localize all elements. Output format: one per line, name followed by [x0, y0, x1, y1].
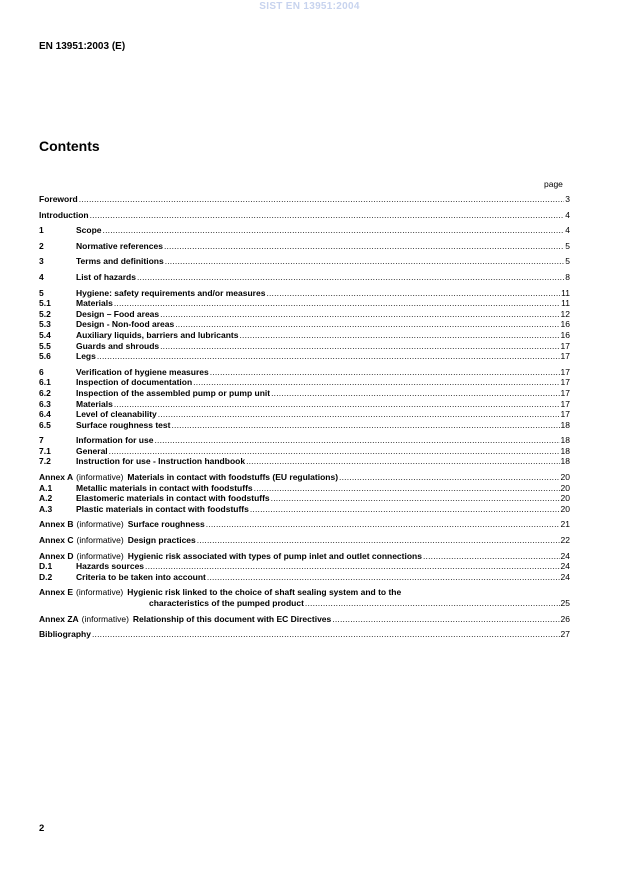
toc-group — [39, 629, 570, 640]
toc-page-number: 4 — [565, 209, 570, 220]
toc-entry[interactable] — [39, 519, 570, 530]
toc-page-number: 12 — [560, 308, 570, 319]
toc-number: 7 — [39, 435, 44, 446]
toc-entry[interactable] — [39, 225, 570, 236]
toc-entry[interactable] — [39, 435, 570, 446]
toc-title: Information for use — [76, 435, 154, 446]
toc-entry[interactable] — [39, 504, 570, 515]
toc-leader-dots — [137, 272, 564, 283]
toc-annex-label: Annex A — [39, 472, 74, 483]
toc-leader-dots — [97, 351, 560, 362]
toc-page-number: 20 — [560, 482, 570, 493]
toc-title: Legs — [76, 351, 96, 362]
toc-entry[interactable] — [39, 572, 570, 583]
toc-leader-dots — [206, 519, 560, 530]
toc-annex-label: Annex D — [39, 550, 74, 561]
toc-title: Foreword — [39, 194, 78, 204]
toc-group — [39, 288, 570, 362]
toc-number: 7.2 — [39, 456, 51, 467]
toc-entry[interactable] — [39, 351, 570, 362]
toc-leader-dots — [171, 420, 559, 431]
toc-number: 6.1 — [39, 377, 51, 388]
toc-number: 6.2 — [39, 387, 51, 398]
toc-page-number: 17 — [560, 366, 570, 377]
toc-group — [39, 535, 570, 546]
toc-group — [39, 225, 570, 236]
toc-leader-dots — [193, 377, 559, 388]
toc-leader-dots — [332, 614, 559, 625]
toc-page-number: 20 — [560, 472, 570, 483]
toc-leader-dots — [271, 493, 560, 504]
toc-entry[interactable] — [39, 614, 570, 625]
toc-title: Introduction — [39, 209, 89, 220]
toc-title: Hygiene: safety requirements and/or measures — [76, 287, 266, 298]
toc-page-number: 18 — [560, 445, 570, 456]
toc-number: 6.4 — [39, 409, 51, 420]
toc-title: Level of cleanability — [76, 409, 157, 420]
toc-group — [39, 210, 570, 221]
toc-leader-dots — [145, 561, 559, 572]
toc-title: Normative references — [76, 240, 163, 251]
toc-title: Design practices — [127, 535, 196, 546]
toc-title: Metallic materials in contact with foodstuffs — [76, 482, 253, 493]
toc-leader-dots — [197, 535, 560, 546]
toc-page-number: 22 — [560, 535, 570, 546]
toc-entry[interactable] — [39, 194, 570, 205]
toc-entry[interactable] — [39, 367, 570, 378]
toc-group — [39, 614, 570, 625]
toc-title: Design – Food areas — [76, 308, 160, 319]
toc-entry[interactable] — [39, 409, 570, 420]
toc-number: 3 — [39, 256, 44, 267]
toc-title: Criteria to be taken into account — [76, 571, 206, 582]
toc-entry[interactable] — [39, 535, 570, 546]
toc-entry[interactable] — [39, 330, 570, 341]
toc-leader-dots — [423, 551, 560, 562]
toc-number: A.1 — [39, 482, 53, 493]
toc-number: 6 — [39, 366, 44, 377]
toc-title: Hygienic risk linked to the choice of shaft sealing system and to the — [127, 587, 402, 598]
toc-leader-dots — [90, 210, 565, 221]
toc-leader-dots — [109, 446, 560, 457]
toc-title: characteristics of the pumped product — [149, 598, 304, 608]
toc-title: Hygienic risk associated with types of pump inlet and outlet connections — [127, 550, 422, 561]
toc-annex-informative: (informative) — [76, 550, 124, 561]
toc-title: List of hazards — [76, 271, 136, 282]
toc-leader-dots — [271, 388, 559, 399]
toc-title: Surface roughness — [127, 519, 205, 530]
toc-entry[interactable] — [39, 587, 570, 598]
toc-leader-dots — [160, 309, 559, 320]
toc-entry[interactable] — [39, 241, 570, 252]
toc-page-number: 3 — [565, 194, 570, 204]
toc-annex-informative: (informative) — [76, 519, 124, 530]
toc-entry[interactable] — [39, 298, 570, 309]
toc-annex-informative: (informative) — [76, 535, 124, 546]
toc-number: 2 — [39, 240, 44, 251]
toc-leader-dots — [158, 409, 560, 420]
toc-group — [39, 256, 570, 267]
toc-number: 5.1 — [39, 298, 51, 309]
toc-leader-dots — [210, 367, 560, 378]
toc-leader-dots — [305, 598, 560, 609]
contents-heading: Contents — [39, 138, 100, 154]
toc-entry[interactable] — [39, 420, 570, 431]
toc-page-number: 25 — [560, 598, 570, 608]
toc-entry[interactable] — [39, 210, 570, 221]
toc-entry[interactable] — [39, 288, 570, 299]
toc-annex-label: Annex B — [39, 519, 74, 530]
toc-annex-informative: (informative) — [81, 613, 129, 624]
toc-number: 5.3 — [39, 319, 51, 330]
watermark: SIST EN 13951:2004 — [259, 1, 360, 12]
toc-page-number: 16 — [560, 319, 570, 330]
toc-number: 5.4 — [39, 329, 51, 340]
toc-entry[interactable] — [39, 377, 570, 388]
toc-number: D.2 — [39, 571, 53, 582]
toc-entry[interactable] — [39, 629, 570, 640]
table-of-contents — [39, 194, 570, 645]
toc-title: Guards and shrouds — [76, 340, 160, 351]
toc-group — [39, 194, 570, 205]
toc-title: Elastomeric materials in contact with foodstuffs — [76, 493, 270, 504]
toc-number: A.3 — [39, 503, 53, 514]
toc-number: 5.5 — [39, 340, 51, 351]
toc-title: Materials in contact with foodstuffs (EU regulations) — [127, 472, 339, 483]
toc-leader-dots — [175, 319, 559, 330]
document-id: EN 13951:2003 (E) — [39, 41, 126, 52]
toc-page-number: 4 — [565, 225, 570, 236]
toc-page-number: 17 — [560, 409, 570, 420]
toc-title: Relationship of this document with EC Directives — [132, 613, 332, 624]
toc-leader-dots — [164, 241, 564, 252]
toc-leader-dots — [114, 399, 560, 410]
toc-page-number: 17 — [560, 351, 570, 362]
toc-leader-dots — [114, 298, 560, 309]
toc-annex-label: Annex ZA — [39, 613, 79, 624]
toc-entry[interactable] — [39, 561, 570, 572]
toc-entry[interactable] — [39, 493, 570, 504]
toc-annex-informative: (informative) — [76, 472, 124, 483]
toc-leader-dots — [339, 472, 560, 483]
toc-title: Auxiliary liquids, barriers and lubricants — [76, 329, 239, 340]
toc-number: 6.5 — [39, 419, 51, 430]
toc-leader-dots — [207, 572, 560, 583]
toc-title: Surface roughness test — [76, 419, 171, 430]
toc-title: Materials — [76, 398, 113, 409]
toc-leader-dots — [240, 330, 560, 341]
toc-entry[interactable] — [39, 388, 570, 399]
toc-leader-dots — [246, 456, 559, 467]
toc-page-number: 24 — [560, 550, 570, 561]
toc-leader-dots — [92, 629, 560, 640]
toc-title: Inspection of the assembled pump or pump unit — [76, 387, 271, 398]
toc-annex-label: Annex C — [39, 535, 74, 546]
toc-annex-informative: (informative) — [76, 587, 124, 598]
toc-leader-dots — [165, 256, 565, 267]
page-column-label: page — [544, 179, 563, 189]
toc-entry[interactable] — [39, 319, 570, 330]
toc-page-number: 11 — [561, 298, 570, 309]
toc-page-number: 18 — [560, 456, 570, 467]
toc-number: 4 — [39, 271, 44, 282]
footer-page-number: 2 — [39, 823, 45, 834]
toc-page-number: 17 — [560, 377, 570, 388]
toc-page-number: 26 — [560, 613, 570, 624]
toc-entry[interactable] — [39, 446, 570, 457]
toc-page-number: 24 — [560, 561, 570, 572]
toc-group — [39, 519, 570, 530]
toc-entry[interactable] — [39, 341, 570, 352]
toc-title: Instruction for use - Instruction handbook — [76, 456, 246, 467]
toc-number: A.2 — [39, 493, 53, 504]
toc-number: 5 — [39, 287, 44, 298]
toc-entry[interactable] — [39, 483, 570, 494]
toc-title: Inspection of documentation — [76, 377, 193, 388]
toc-title: Terms and definitions — [76, 256, 164, 267]
toc-title: Bibliography — [39, 629, 91, 640]
toc-page-number: 5 — [565, 256, 570, 267]
toc-number: 1 — [39, 225, 44, 236]
toc-page-number: 17 — [560, 340, 570, 351]
toc-title: General — [76, 445, 108, 456]
toc-page-number: 5 — [565, 240, 570, 251]
toc-number: 6.3 — [39, 398, 51, 409]
toc-page-number: 18 — [560, 435, 570, 446]
toc-group — [39, 241, 570, 252]
toc-group — [39, 551, 570, 583]
toc-title: Scope — [76, 225, 102, 236]
toc-group — [39, 272, 570, 283]
toc-title: Verification of hygiene measures — [76, 366, 209, 377]
toc-number: D.1 — [39, 561, 53, 572]
toc-group — [39, 435, 570, 467]
toc-leader-dots — [79, 194, 565, 205]
toc-entry[interactable] — [39, 272, 570, 283]
toc-page-number: 8 — [565, 271, 570, 282]
toc-entry[interactable] — [39, 598, 570, 609]
toc-page-number: 27 — [560, 629, 570, 640]
toc-group — [39, 472, 570, 514]
toc-page-number: 24 — [560, 571, 570, 582]
toc-title: Materials — [76, 298, 113, 309]
toc-number: 5.2 — [39, 308, 51, 319]
toc-entry[interactable] — [39, 399, 570, 410]
toc-number: 7.1 — [39, 445, 51, 456]
toc-page-number: 20 — [560, 503, 570, 514]
toc-page-number: 18 — [560, 419, 570, 430]
toc-leader-dots — [254, 483, 560, 494]
toc-entry[interactable] — [39, 309, 570, 320]
toc-leader-dots — [160, 341, 559, 352]
toc-title: Plastic materials in contact with foodstuffs — [76, 503, 249, 514]
toc-leader-dots — [250, 504, 560, 515]
toc-leader-dots — [154, 435, 559, 446]
toc-title: Hazards sources — [76, 561, 145, 572]
toc-page-number: 21 — [560, 519, 570, 530]
toc-number: 5.6 — [39, 351, 51, 362]
toc-entry[interactable] — [39, 472, 570, 483]
toc-group — [39, 587, 570, 608]
toc-annex-label: Annex E — [39, 587, 74, 598]
toc-entry[interactable] — [39, 456, 570, 467]
toc-leader-dots — [266, 288, 560, 299]
toc-page-number: 16 — [560, 329, 570, 340]
toc-leader-dots — [103, 225, 565, 236]
toc-entry[interactable] — [39, 551, 570, 562]
toc-title: Design - Non-food areas — [76, 319, 175, 330]
toc-page-number: 20 — [560, 493, 570, 504]
toc-page-number: 11 — [561, 287, 570, 298]
toc-group — [39, 367, 570, 431]
toc-entry[interactable] — [39, 256, 570, 267]
toc-page-number: 17 — [560, 398, 570, 409]
toc-page-number: 17 — [560, 387, 570, 398]
